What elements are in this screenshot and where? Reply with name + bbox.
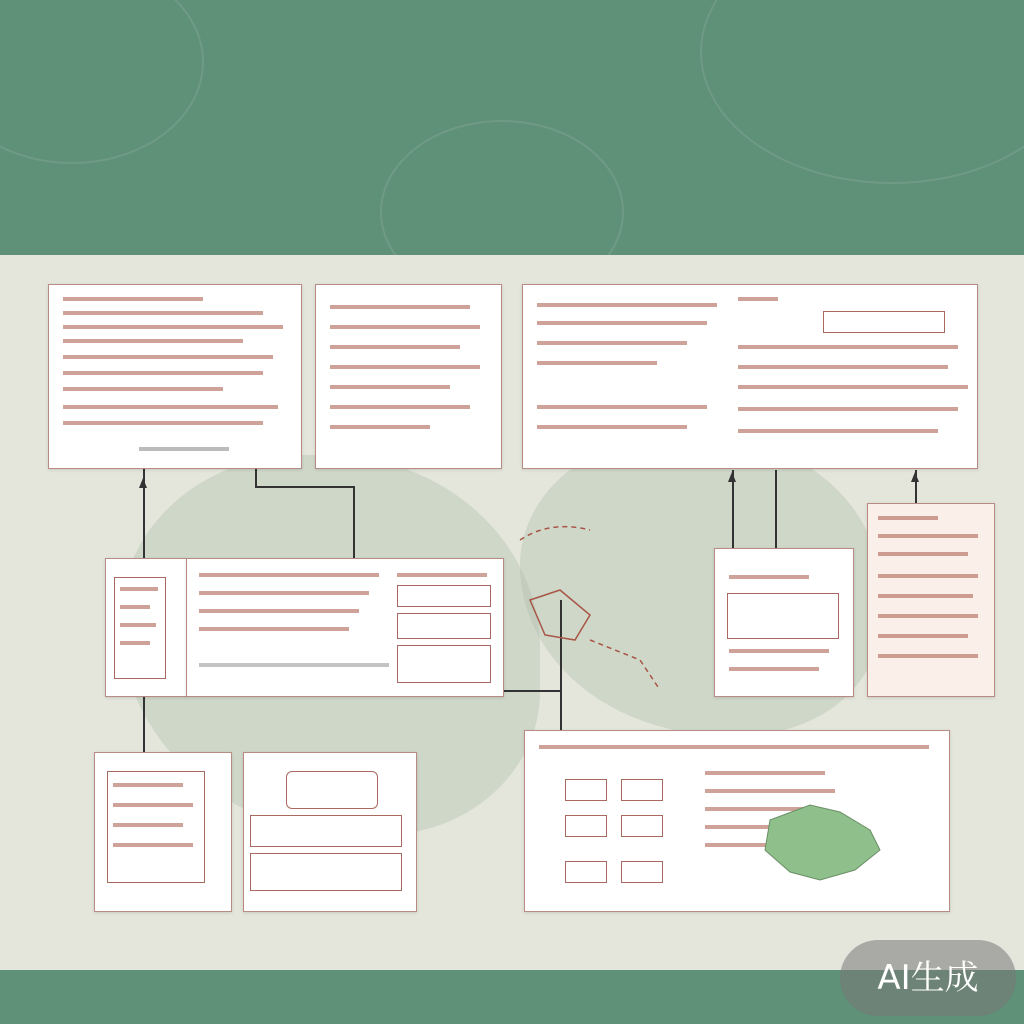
arrow-head <box>911 472 919 482</box>
route-outline <box>530 590 590 640</box>
map-region-shape <box>765 805 880 880</box>
arrow-head <box>728 472 736 482</box>
dashed-route <box>520 527 590 540</box>
dashed-route <box>590 640 660 690</box>
ai-generated-badge: AI生成 <box>840 940 1016 1016</box>
arrow-head <box>139 478 147 488</box>
